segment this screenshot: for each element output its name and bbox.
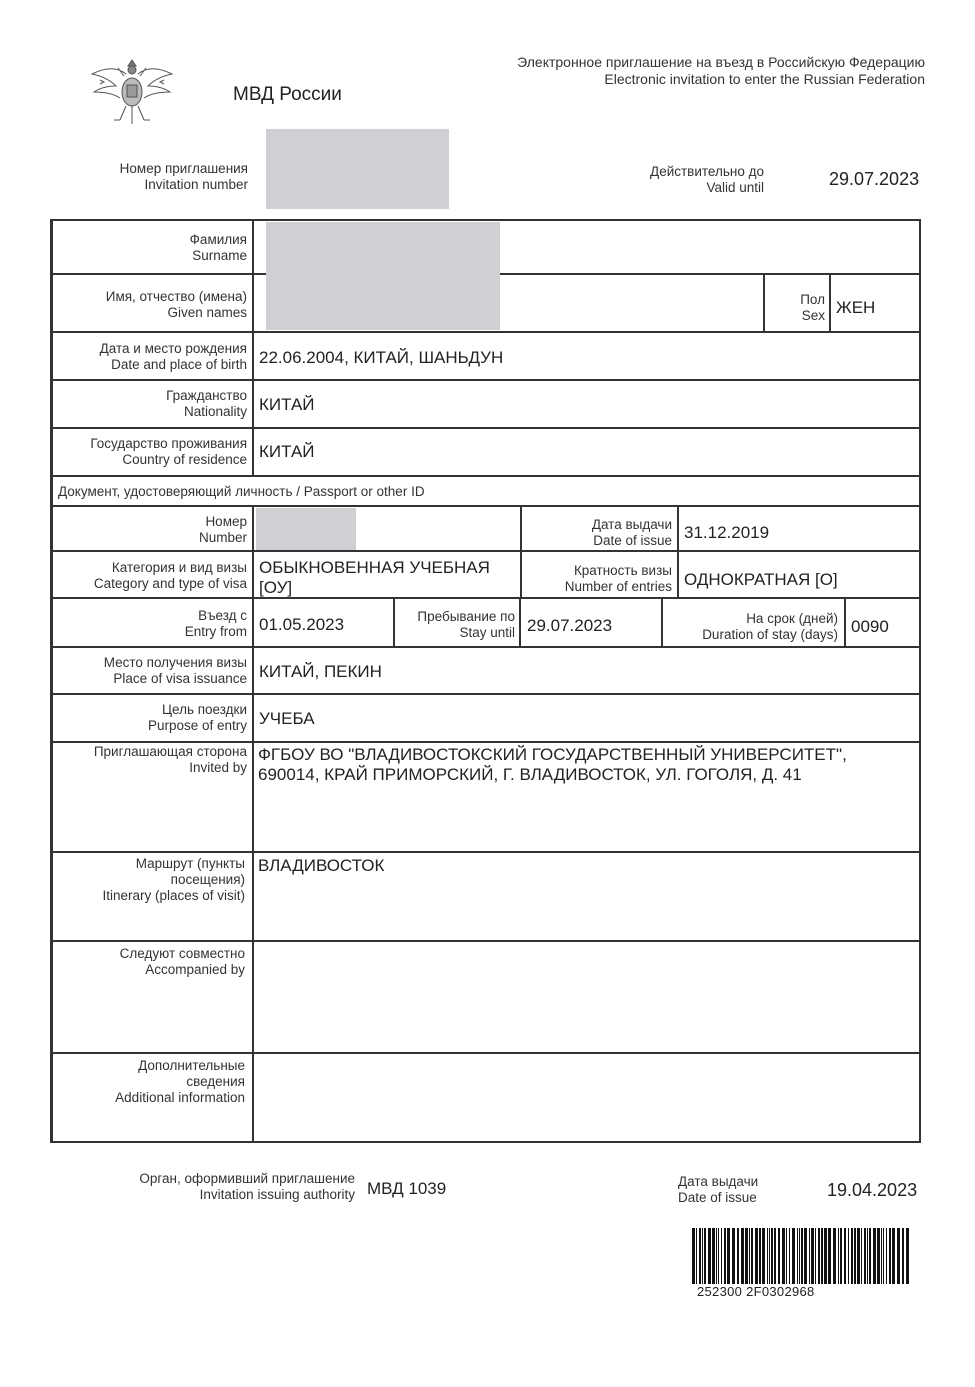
stay-until-label xyxy=(398,609,515,641)
barcode-bar xyxy=(854,1228,856,1284)
divider xyxy=(844,598,846,646)
itinerary-label xyxy=(56,856,245,904)
divider xyxy=(661,598,663,646)
invitation-number-redacted xyxy=(266,129,449,209)
birth-label-ru: Дата и место рождения xyxy=(99,341,247,356)
residence-label xyxy=(56,436,247,468)
footer-issue-date-label xyxy=(678,1174,758,1206)
entries-label-en: Number of entries xyxy=(564,579,672,594)
category-label xyxy=(56,560,247,592)
category-value-line1: ОБЫКНОВЕННАЯ УЧЕБНАЯ xyxy=(259,558,490,577)
visa-place-label xyxy=(56,655,247,687)
barcode-bar xyxy=(818,1228,820,1284)
document-title-en: Electronic invitation to enter the Russian Federation xyxy=(604,71,925,87)
footer-issue-date-label-ru: Дата выдачи xyxy=(678,1174,759,1189)
valid-until-label-ru: Действительно до xyxy=(650,164,764,179)
nationality-value: КИТАЙ xyxy=(259,395,315,414)
sex-label xyxy=(766,292,825,324)
purpose-label-en: Purpose of entry xyxy=(147,718,247,733)
barcode-bar xyxy=(881,1228,882,1284)
stay-until-label-ru: Пребывание по xyxy=(417,609,515,624)
duration-label-ru: На срок (дней) xyxy=(746,611,838,626)
accompanied-label-ru: Следуют совместно xyxy=(119,946,245,961)
surname-label-en: Surname xyxy=(192,248,247,263)
divider xyxy=(52,550,921,552)
duration-value: 0090 xyxy=(851,617,889,636)
issue-date-label xyxy=(524,517,672,549)
barcode-bar xyxy=(906,1228,909,1284)
barcode-bar xyxy=(844,1228,846,1284)
authority-label-en: Invitation issuing authority xyxy=(199,1187,355,1202)
barcode-bar xyxy=(804,1228,807,1284)
duration-label xyxy=(664,611,838,643)
barcode-bar xyxy=(782,1228,785,1284)
invited-by-label-ru: Приглашающая сторона xyxy=(93,744,247,759)
barcode-bar xyxy=(727,1228,730,1284)
duration-label-en: Duration of stay (days) xyxy=(702,627,838,642)
barcode-bar xyxy=(840,1228,842,1284)
entries-label xyxy=(524,563,672,595)
divider xyxy=(52,693,921,695)
barcode-bar xyxy=(811,1228,814,1284)
barcode-bar xyxy=(789,1228,790,1284)
authority-label xyxy=(110,1171,355,1203)
double-headed-eagle-emblem-icon xyxy=(86,52,178,134)
invited-by-label xyxy=(56,744,247,776)
barcode-bar xyxy=(867,1228,868,1284)
valid-until-label xyxy=(600,164,764,196)
given-names-label-en: Given names xyxy=(167,305,247,320)
purpose-label-ru: Цель поездки xyxy=(162,702,247,717)
divider xyxy=(52,940,921,942)
divider xyxy=(677,506,679,597)
barcode-bar xyxy=(824,1228,827,1284)
barcode-bar xyxy=(801,1228,803,1284)
barcode-bar xyxy=(857,1228,860,1284)
residence-value: КИТАЙ xyxy=(259,442,315,461)
barcode-bar xyxy=(737,1228,739,1284)
entry-from-label-ru: Въезд с xyxy=(198,608,247,623)
surname-label xyxy=(56,232,247,264)
itinerary-label-ru1: Маршрут (пункты xyxy=(135,856,245,871)
given-names-label xyxy=(56,289,247,321)
document-section-header: Документ, удостоверяющий личность / Passport or other ID xyxy=(58,484,425,499)
nationality-label-ru: Гражданство xyxy=(166,388,247,403)
barcode-bar xyxy=(809,1228,810,1284)
barcode-bar xyxy=(718,1228,719,1284)
barcode-bar xyxy=(769,1228,770,1284)
issue-date-label-en: Date of issue xyxy=(593,533,672,548)
barcode-bar xyxy=(864,1228,866,1284)
additional-info-label-ru2: сведения xyxy=(186,1074,245,1089)
itinerary-value: ВЛАДИВОСТОК xyxy=(258,856,385,875)
barcode-bar xyxy=(848,1228,849,1284)
document-title-ru: Электронное приглашение на въезд в Российскую Федерацию xyxy=(517,54,925,70)
barcode-bar xyxy=(838,1228,839,1284)
category-label-ru: Категория и вид визы xyxy=(111,560,247,575)
footer-issue-date-label-en: Date of issue xyxy=(678,1190,757,1205)
divider xyxy=(52,379,921,381)
itinerary-label-ru2: посещения) xyxy=(170,872,245,887)
authority-value: МВД 1039 xyxy=(367,1179,447,1198)
org-name: МВД России xyxy=(233,84,342,105)
stay-until-value: 29.07.2023 xyxy=(527,616,613,635)
divider xyxy=(252,506,254,1143)
barcode-bar xyxy=(861,1228,862,1284)
sex-label-en: Sex xyxy=(801,308,825,323)
barcode-bar xyxy=(851,1228,853,1284)
barcode-bar xyxy=(741,1228,744,1284)
barcode-bar xyxy=(696,1228,697,1284)
divider xyxy=(252,220,254,476)
divider xyxy=(52,475,921,477)
barcode-bar xyxy=(724,1228,726,1284)
sex-value: ЖЕН xyxy=(836,298,876,317)
barcode-bar xyxy=(786,1228,787,1284)
invited-by-value xyxy=(258,745,847,785)
category-value xyxy=(259,558,490,598)
barcode-bar xyxy=(815,1228,816,1284)
barcode-bar xyxy=(704,1228,706,1284)
invitation-number-label-ru: Номер приглашения xyxy=(119,161,248,176)
accompanied-label xyxy=(56,946,245,978)
divider xyxy=(519,598,521,646)
purpose-label xyxy=(56,702,247,734)
residence-label-ru: Государство проживания xyxy=(90,436,247,451)
barcode-bar xyxy=(792,1228,795,1284)
barcode-bar xyxy=(889,1228,891,1284)
barcode-bar xyxy=(755,1228,758,1284)
passport-number-label-ru: Номер xyxy=(205,514,247,529)
passport-number-label xyxy=(56,514,247,546)
valid-until-value: 29.07.2023 xyxy=(829,169,920,189)
accompanied-label-en: Accompanied by xyxy=(145,962,245,977)
visa-place-value: КИТАЙ, ПЕКИН xyxy=(259,662,382,681)
divider xyxy=(52,331,921,333)
passport-number-redacted xyxy=(256,508,356,550)
barcode-bar xyxy=(877,1228,880,1284)
invitation-number-label xyxy=(60,161,248,193)
nationality-label xyxy=(56,388,247,420)
barcode-bar xyxy=(762,1228,765,1284)
entry-from-value: 01.05.2023 xyxy=(259,615,345,634)
barcode-bar xyxy=(799,1228,800,1284)
visa-place-label-ru: Место получения визы xyxy=(103,655,247,670)
barcode-bar xyxy=(897,1228,900,1284)
divider xyxy=(393,598,395,646)
additional-info-label-ru1: Дополнительные xyxy=(138,1058,245,1073)
divider xyxy=(52,741,921,743)
birth-label-en: Date and place of birth xyxy=(111,357,247,372)
barcode-bar xyxy=(886,1228,887,1284)
residence-label-en: Country of residence xyxy=(122,452,247,467)
divider xyxy=(52,427,921,429)
document-title xyxy=(517,54,925,88)
additional-info-label xyxy=(56,1058,245,1106)
invited-by-line1: ФГБОУ ВО "ВЛАДИВОСТОКСКИЙ ГОСУДАРСТВЕННЫЙ УНИВЕРСИТЕТ", xyxy=(258,745,847,764)
birth-label xyxy=(56,341,247,373)
entries-label-ru: Кратность визы xyxy=(573,563,672,578)
surname-label-ru: Фамилия xyxy=(189,232,247,247)
barcode-bar xyxy=(771,1228,773,1284)
barcode-bar xyxy=(873,1228,876,1284)
divider xyxy=(829,275,831,331)
barcode-bar xyxy=(797,1228,798,1284)
barcode-bar xyxy=(869,1228,871,1284)
stay-until-label-en: Stay until xyxy=(459,625,515,640)
name-redacted xyxy=(266,222,500,330)
barcode-bar xyxy=(892,1228,895,1284)
barcode-bar xyxy=(828,1228,831,1284)
purpose-value: УЧЕБА xyxy=(259,709,315,728)
invited-by-label-en: Invited by xyxy=(189,760,247,775)
passport-number-label-en: Number xyxy=(198,530,247,545)
barcode-bar xyxy=(759,1228,761,1284)
valid-until-label-en: Valid until xyxy=(706,180,764,195)
entries-value: ОДНОКРАТНАЯ [О] xyxy=(684,570,838,589)
barcode-bar xyxy=(708,1228,711,1284)
birth-value: 22.06.2004, КИТАЙ, ШАНЬДУН xyxy=(259,348,504,367)
footer-issue-date-value: 19.04.2023 xyxy=(827,1180,918,1200)
category-label-en: Category and type of visa xyxy=(93,576,247,591)
entry-from-label xyxy=(56,608,247,640)
barcode-bar xyxy=(749,1228,750,1284)
barcode-number: 252300 2F0302968 xyxy=(697,1284,815,1299)
authority-label-ru: Орган, оформивший приглашение xyxy=(139,1171,355,1186)
divider xyxy=(763,275,765,331)
barcode-bar xyxy=(833,1228,836,1284)
invitation-number-label-en: Invitation number xyxy=(144,177,248,192)
barcode-bar xyxy=(778,1228,780,1284)
nationality-label-en: Nationality xyxy=(183,404,247,419)
barcode-bar xyxy=(692,1228,695,1284)
additional-info-label-en: Additional information xyxy=(115,1090,245,1105)
barcode-bar xyxy=(699,1228,701,1284)
barcode-bar xyxy=(702,1228,703,1284)
given-names-label-ru: Имя, отчество (имена) xyxy=(105,289,247,304)
visa-place-label-en: Place of visa issuance xyxy=(113,671,247,686)
issue-date-label-ru: Дата выдачи xyxy=(591,517,672,532)
issue-date-value: 31.12.2019 xyxy=(684,523,770,542)
divider xyxy=(52,851,921,853)
divider xyxy=(52,1052,921,1054)
entry-from-label-en: Entry from xyxy=(184,624,247,639)
barcode-bar xyxy=(767,1228,768,1284)
category-value-line2: [ОУ] xyxy=(259,578,293,597)
itinerary-label-en: Itinerary (places of visit) xyxy=(102,888,245,903)
barcode-bar xyxy=(774,1228,776,1284)
barcode-bar xyxy=(751,1228,753,1284)
barcode-bar xyxy=(821,1228,823,1284)
barcode-bar xyxy=(721,1228,722,1284)
invited-by-line2: 690014, КРАЙ ПРИМОРСКИЙ, Г. ВЛАДИВОСТОК, УЛ. ГОГОЛЯ, Д. 41 xyxy=(258,765,802,784)
divider xyxy=(520,506,522,597)
barcode-bar xyxy=(712,1228,715,1284)
sex-label-ru: Пол xyxy=(800,292,825,307)
divider xyxy=(52,646,921,648)
barcode-bar xyxy=(716,1228,717,1284)
barcode-bar xyxy=(902,1228,904,1284)
barcode-bar xyxy=(883,1228,884,1284)
barcode-bar xyxy=(745,1228,748,1284)
barcode xyxy=(692,1228,914,1284)
barcode-bar xyxy=(732,1228,735,1284)
divider xyxy=(52,505,921,507)
